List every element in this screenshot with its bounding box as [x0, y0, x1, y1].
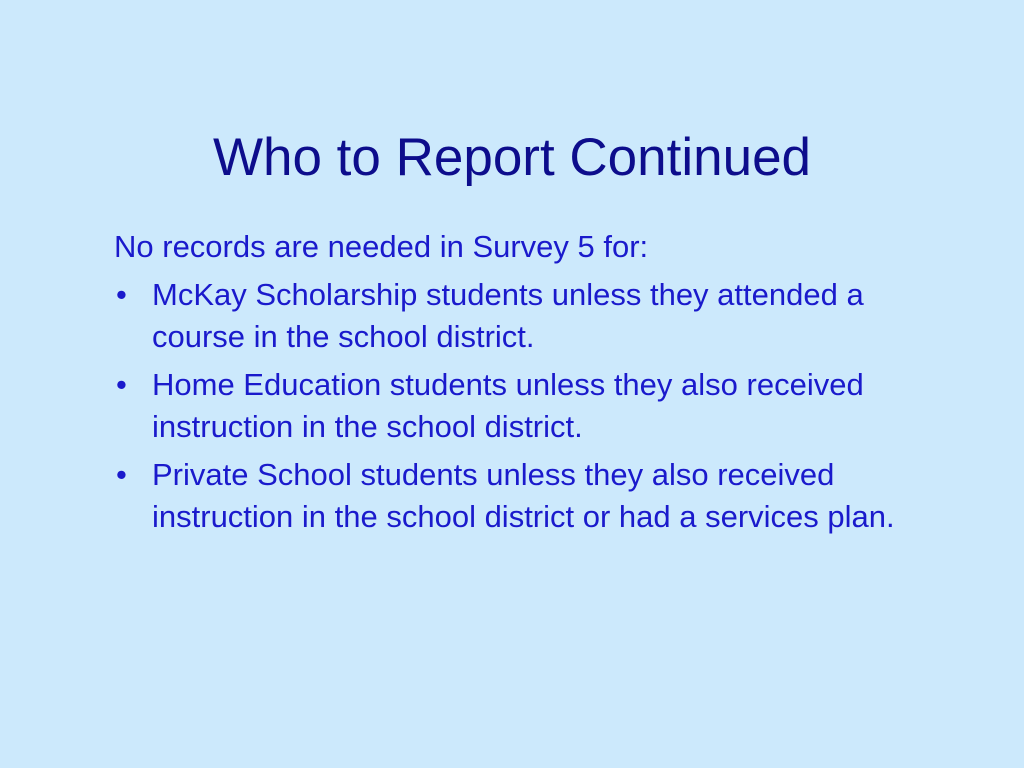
slide-body: [114, 226, 914, 544]
bullet-text: Home Education students unless they also received instruction in the school district.: [152, 367, 864, 444]
bullet-icon: •: [116, 457, 127, 492]
bullet-text: Private School students unless they also received instruction in the school district or had a services plan.: [152, 457, 895, 534]
intro-text: No records are needed in Survey 5 for:: [114, 229, 649, 264]
bullet-text: McKay Scholarship students unless they attended a course in the school district.: [152, 277, 864, 354]
bullet-icon: •: [116, 367, 127, 402]
bullet-item: [114, 454, 914, 538]
bullet-item: [114, 274, 914, 358]
bullet-list: [114, 274, 914, 538]
bullet-icon: •: [116, 277, 127, 312]
slide-title: Who to Report Continued: [212, 128, 812, 187]
bullet-item: [114, 364, 914, 448]
